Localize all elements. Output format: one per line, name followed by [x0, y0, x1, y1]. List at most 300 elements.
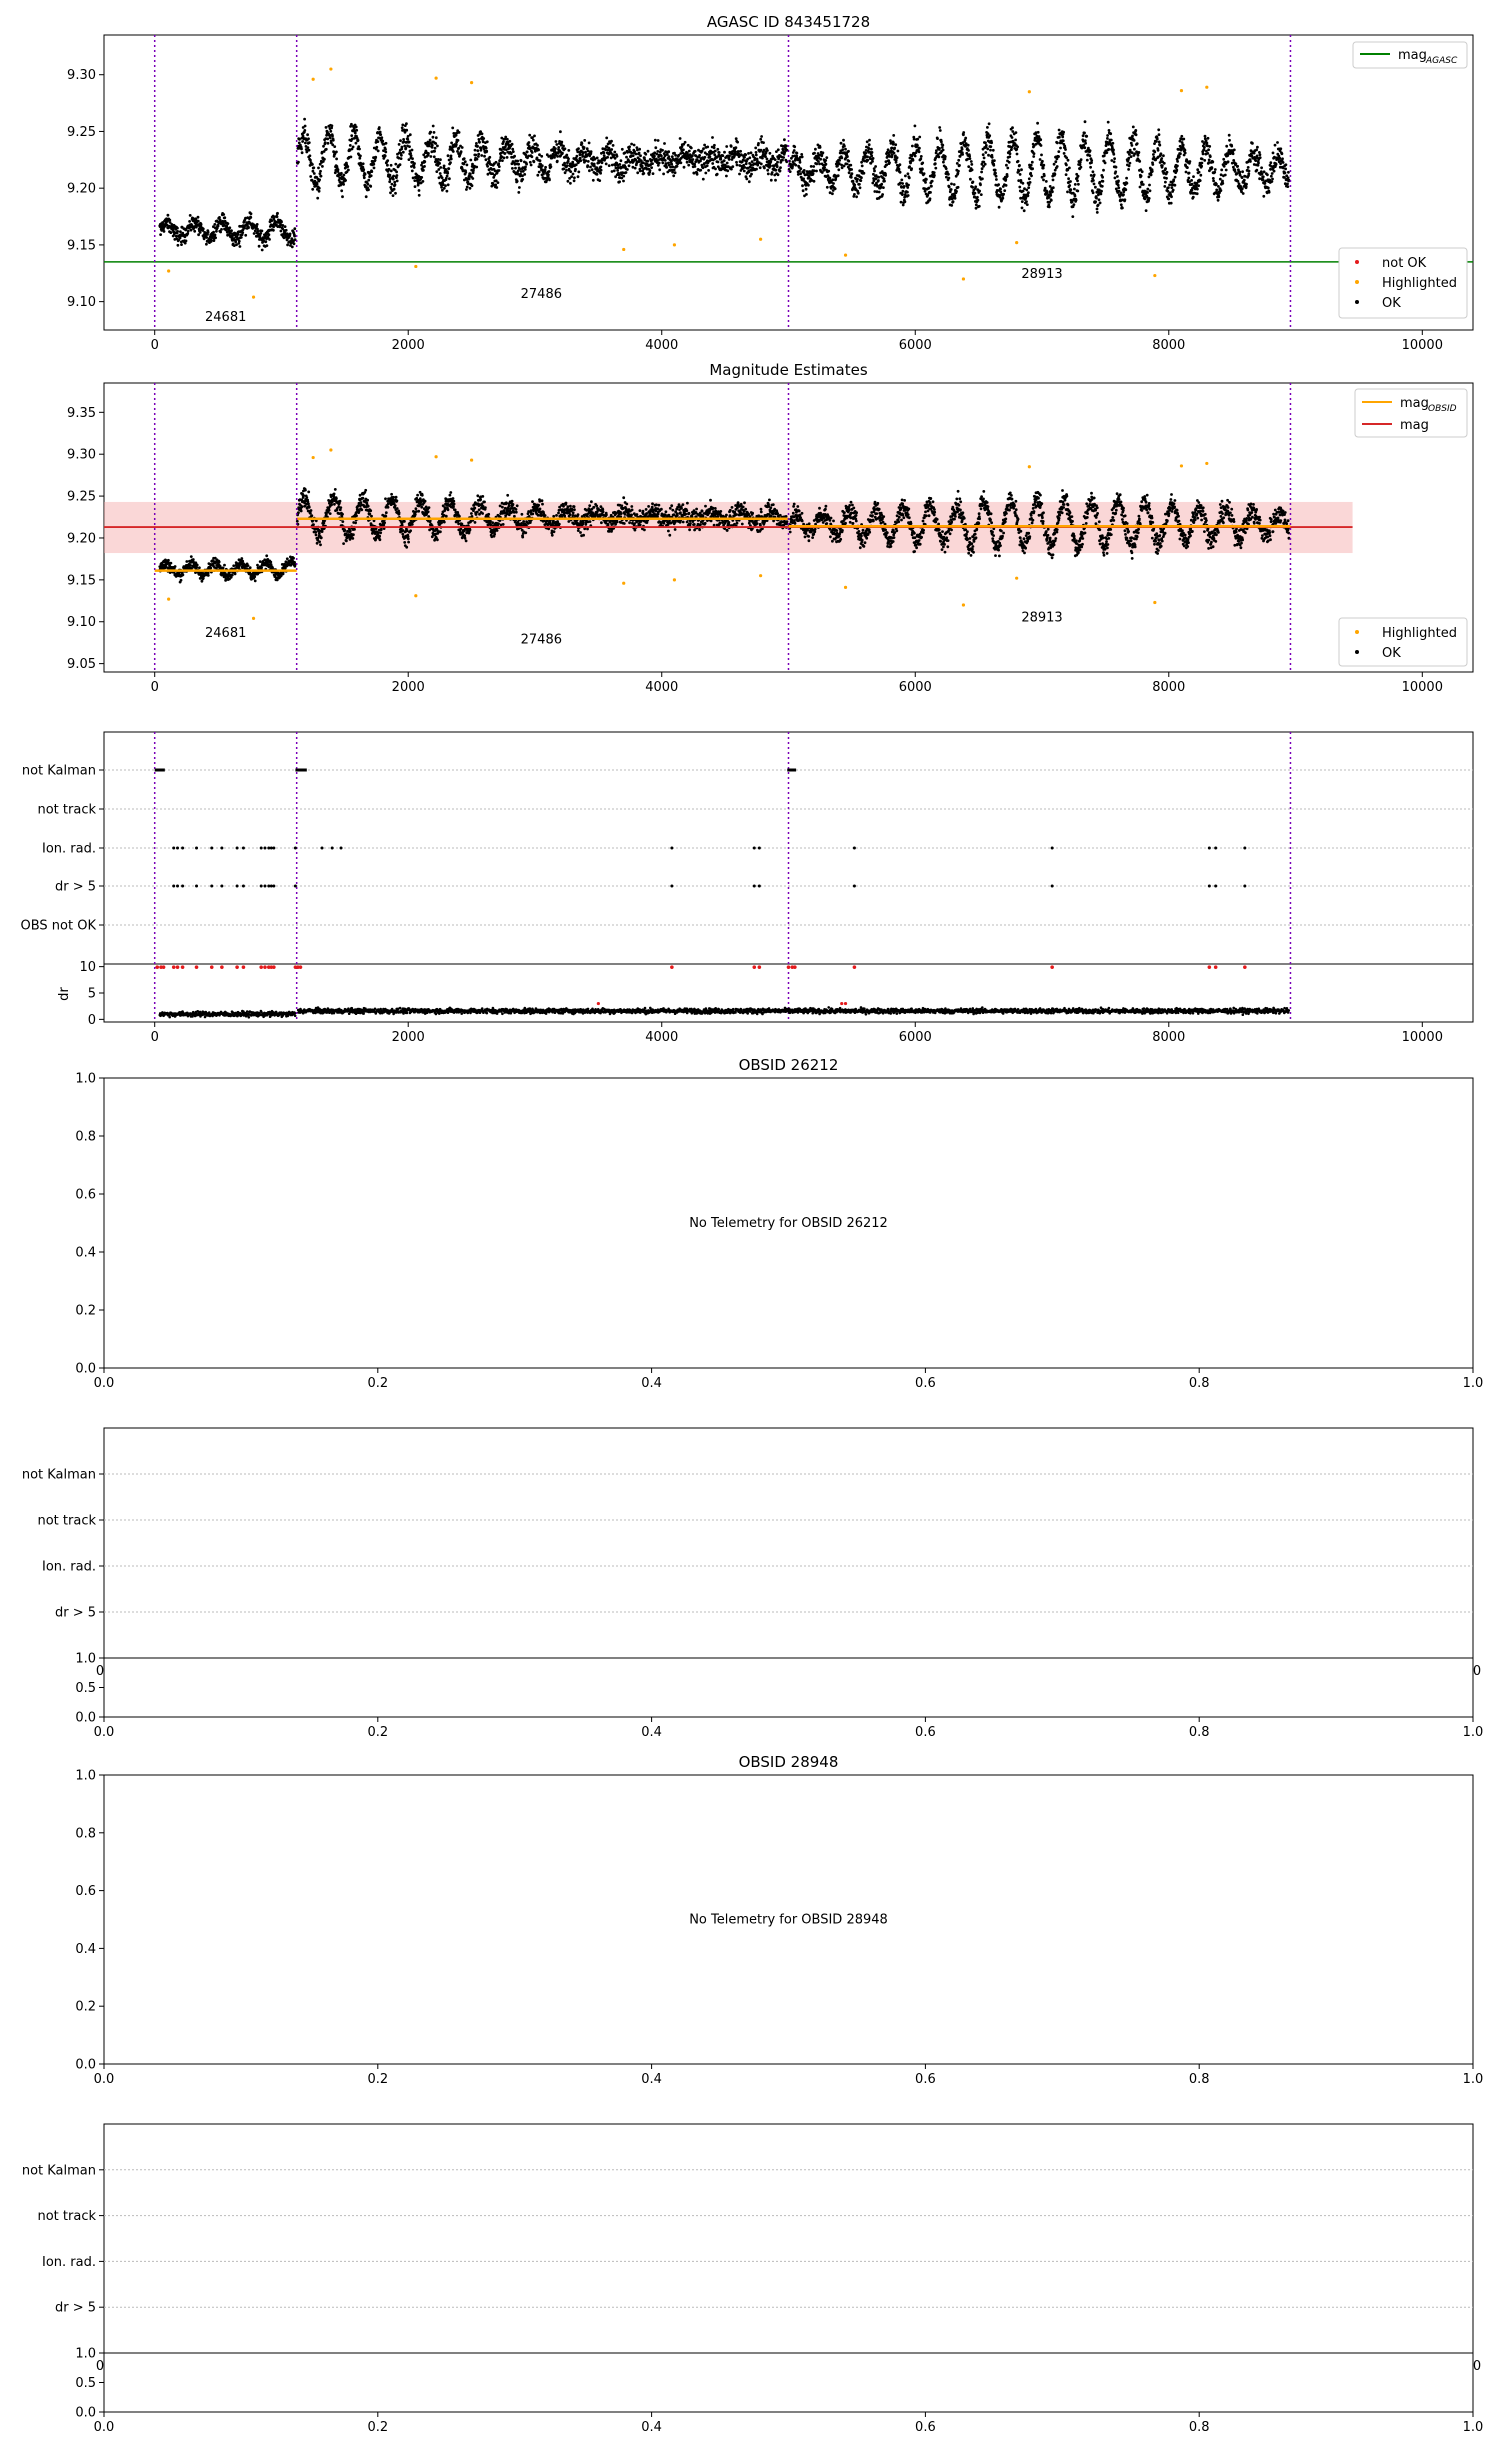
ok-point [475, 154, 478, 157]
ok-point [1083, 132, 1086, 135]
ok-point [311, 163, 314, 166]
ok-point [1074, 195, 1077, 198]
ok-point [573, 176, 576, 179]
ok-point [199, 231, 202, 234]
ok-point [1107, 121, 1110, 124]
ok-point [370, 174, 373, 177]
ok-point [924, 190, 927, 193]
ok-point [907, 172, 910, 175]
ok-point [801, 156, 804, 159]
ok-point [726, 162, 729, 165]
ok-point [1032, 155, 1035, 158]
ok-point [450, 158, 453, 161]
ok-point [676, 165, 679, 168]
ok-point [570, 175, 573, 178]
ok-point [953, 195, 956, 198]
ok-point [730, 168, 733, 171]
ok-point [533, 160, 536, 163]
ok-point [1121, 207, 1124, 210]
ok-point [469, 173, 472, 176]
ok-point [260, 566, 263, 569]
highlighted-point [1180, 89, 1183, 92]
ok-point [704, 156, 707, 159]
ok-point [616, 169, 619, 172]
ok-point [616, 155, 619, 158]
ok-point [1094, 186, 1097, 189]
y-tick-label: 9.20 [67, 181, 96, 197]
ok-point [567, 149, 570, 152]
ok-point [998, 206, 1001, 209]
ok-point [755, 151, 758, 154]
ok-point [390, 493, 393, 496]
ok-point [185, 240, 188, 243]
ok-point [1222, 158, 1225, 161]
ok-point [977, 199, 980, 202]
ok-point [1119, 195, 1122, 198]
ok-point [707, 169, 710, 172]
ok-point [999, 188, 1002, 191]
ok-point [217, 225, 220, 228]
ok-point [1076, 179, 1079, 182]
ok-point [556, 160, 559, 163]
ok-point [355, 129, 358, 132]
ok-point [612, 144, 615, 147]
ok-point [576, 155, 579, 158]
ok-point [264, 240, 267, 243]
ok-point [1098, 198, 1101, 201]
ok-point [1023, 209, 1026, 212]
ok-point [326, 138, 329, 141]
ok-point [974, 185, 977, 188]
ok-point [581, 142, 584, 145]
ok-point [1198, 171, 1201, 174]
legend-label: not OK [1382, 256, 1427, 271]
ok-point [352, 533, 355, 536]
ok-point [411, 149, 414, 152]
ok-point [335, 158, 338, 161]
ok-point [303, 129, 306, 132]
ok-point [284, 225, 287, 228]
ok-point [779, 166, 782, 169]
ok-point [1115, 166, 1118, 169]
ok-point [857, 192, 860, 195]
ok-point [750, 151, 753, 154]
ok-point [1018, 186, 1021, 189]
ok-point [799, 167, 802, 170]
ok-point [861, 165, 864, 168]
ok-point [877, 176, 880, 179]
ok-point [176, 230, 179, 233]
panel1-legend-bottom [1339, 248, 1467, 318]
ok-point [1049, 194, 1052, 197]
ok-point [398, 511, 401, 514]
ok-point [978, 190, 981, 193]
ok-point [981, 167, 984, 170]
highlighted-point [470, 81, 473, 84]
ok-point [1281, 157, 1284, 160]
ok-point [1276, 141, 1279, 144]
ok-point [583, 139, 586, 142]
ok-point [209, 567, 212, 570]
ok-point [824, 159, 827, 162]
ok-point [480, 149, 483, 152]
ok-point [837, 174, 840, 177]
ok-point [240, 236, 243, 239]
ok-point [984, 151, 987, 154]
ok-point [405, 546, 408, 549]
ok-point [1203, 146, 1206, 149]
ok-point [1030, 164, 1033, 167]
ok-point [908, 165, 911, 168]
ok-point [907, 194, 910, 197]
ok-point [411, 170, 414, 173]
ok-point [1211, 161, 1214, 164]
ok-point [485, 158, 488, 161]
ok-point [350, 134, 353, 137]
ok-point [736, 141, 739, 144]
ok-point [368, 513, 371, 516]
ok-point [945, 176, 948, 179]
ok-point [588, 142, 591, 145]
ok-point [407, 541, 410, 544]
ok-point [1186, 166, 1189, 169]
ok-point [1249, 160, 1252, 163]
highlighted-point [622, 248, 625, 251]
ok-point [982, 153, 985, 156]
ok-point [334, 488, 337, 491]
ok-point [434, 147, 437, 150]
ok-point [331, 135, 334, 138]
ok-point [1099, 202, 1102, 205]
ok-point [657, 139, 660, 142]
ok-point [1180, 135, 1183, 138]
ok-point [893, 147, 896, 150]
ok-point [443, 165, 446, 168]
ok-point [280, 230, 283, 233]
ok-point [390, 164, 393, 167]
ok-point [735, 146, 738, 149]
ok-point [401, 533, 404, 536]
ok-point [1253, 152, 1256, 155]
ok-point [976, 196, 979, 199]
ok-point [308, 506, 311, 509]
ok-point [333, 145, 336, 148]
ok-point [1172, 189, 1175, 192]
ok-point [766, 149, 769, 152]
ok-point [1059, 147, 1062, 150]
ok-point [971, 186, 974, 189]
ok-point [1215, 189, 1218, 192]
x-tick-label: 0 [150, 338, 159, 353]
ok-point [904, 175, 907, 178]
ok-point [757, 142, 760, 145]
ok-point [577, 171, 580, 174]
ok-point [769, 160, 772, 163]
ok-point [906, 186, 909, 189]
ok-point [1027, 194, 1030, 197]
ok-point [1079, 161, 1082, 164]
ok-point [396, 499, 399, 502]
ok-point [838, 162, 841, 165]
ok-point [494, 184, 497, 187]
ok-point [1040, 144, 1043, 147]
ok-point [930, 185, 933, 188]
ok-point [394, 183, 397, 186]
ok-point [407, 538, 410, 541]
ok-point [1273, 170, 1276, 173]
ok-point [537, 149, 540, 152]
ok-point [1100, 193, 1103, 196]
ok-point [591, 168, 594, 171]
ok-point [605, 137, 608, 140]
ok-point [662, 173, 665, 176]
ok-point [899, 163, 902, 166]
ok-point [323, 158, 326, 161]
ok-point [213, 223, 216, 226]
ok-point [241, 560, 244, 563]
ok-point [1255, 149, 1258, 152]
ok-point [190, 229, 193, 232]
ok-point [328, 509, 331, 512]
ok-point [884, 174, 887, 177]
ok-point [304, 489, 307, 492]
ok-point [802, 189, 805, 192]
ok-point [686, 161, 689, 164]
ok-point [530, 164, 533, 167]
ok-point [1068, 184, 1071, 187]
ok-point [341, 513, 344, 516]
ok-point [714, 150, 717, 153]
ok-point [1166, 171, 1169, 174]
ok-point [1212, 177, 1215, 180]
ok-point [1137, 154, 1140, 157]
ok-point [1003, 189, 1006, 192]
ok-point [625, 171, 628, 174]
ok-point [1208, 159, 1211, 162]
ok-point [485, 150, 488, 153]
ok-point [850, 168, 853, 171]
ok-point [760, 149, 763, 152]
ok-point [159, 233, 162, 236]
ok-point [498, 169, 501, 172]
ok-point [868, 139, 871, 142]
ok-point [850, 176, 853, 179]
ok-point [536, 174, 539, 177]
ok-point [1109, 132, 1112, 135]
ok-point [1203, 159, 1206, 162]
ok-point [340, 189, 343, 192]
legend-marker [1355, 280, 1359, 284]
ok-point [377, 150, 380, 153]
ok-point [1153, 142, 1156, 145]
ok-point [1015, 131, 1018, 134]
ok-point [575, 163, 578, 166]
ok-point [628, 148, 631, 151]
ok-point [304, 125, 307, 128]
ok-point [1008, 161, 1011, 164]
ok-point [1225, 169, 1228, 172]
ok-point [880, 183, 883, 186]
ok-point [357, 139, 360, 142]
ok-point [362, 497, 365, 500]
ok-point [632, 154, 635, 157]
ok-point [524, 166, 527, 169]
ok-point [307, 137, 310, 140]
ok-point [1052, 179, 1055, 182]
ok-point [1247, 172, 1250, 175]
ok-point [1217, 185, 1220, 188]
ok-point [335, 497, 338, 500]
ok-point [392, 496, 395, 499]
ok-point [464, 160, 467, 163]
ok-point [658, 162, 661, 165]
ok-point [1128, 165, 1131, 168]
ok-point [584, 159, 587, 162]
ok-point [1054, 160, 1057, 163]
ok-point [352, 146, 355, 149]
ok-point [647, 150, 650, 153]
ok-point [210, 239, 213, 242]
ok-point [1217, 199, 1220, 202]
ok-point [1074, 183, 1077, 186]
ok-point [1064, 148, 1067, 151]
ok-point [1151, 170, 1154, 173]
ok-point [964, 137, 967, 140]
ok-point [762, 141, 765, 144]
ok-point [342, 542, 345, 545]
ok-point [814, 148, 817, 151]
ok-point [782, 156, 785, 159]
ok-point [563, 162, 566, 165]
ok-point [192, 558, 195, 561]
ok-point [866, 155, 869, 158]
highlighted-point [962, 277, 965, 280]
ok-point [536, 144, 539, 147]
ok-point [314, 531, 317, 534]
ok-point [195, 566, 198, 569]
ok-point [231, 574, 234, 577]
ok-point [618, 163, 621, 166]
ok-point [703, 144, 706, 147]
ok-point [1080, 158, 1083, 161]
ok-point [706, 164, 709, 167]
ok-point [518, 168, 521, 171]
ok-point [601, 161, 604, 164]
ok-point [488, 156, 491, 159]
ok-point [921, 168, 924, 171]
ok-point [654, 139, 657, 142]
ok-point [1204, 135, 1207, 138]
ok-point [1201, 162, 1204, 165]
ok-point [495, 161, 498, 164]
ok-point [403, 520, 406, 523]
ok-point [986, 126, 989, 129]
ok-point [731, 165, 734, 168]
ok-point [1199, 174, 1202, 177]
ok-point [1073, 188, 1076, 191]
ok-point [511, 143, 514, 146]
ok-point [935, 149, 938, 152]
ok-point [709, 155, 712, 158]
ok-point [1161, 164, 1164, 167]
ok-point [562, 145, 565, 148]
ok-point [393, 188, 396, 191]
ok-point [375, 146, 378, 149]
ok-point [346, 165, 349, 168]
ok-point [1120, 203, 1123, 206]
ok-point [200, 223, 203, 226]
ok-point [285, 229, 288, 232]
ok-point [1258, 151, 1261, 154]
ok-point [988, 134, 991, 137]
ok-point [1233, 149, 1236, 152]
ok-point [668, 155, 671, 158]
ok-point [785, 160, 788, 163]
ok-point [538, 171, 541, 174]
ok-point [825, 156, 828, 159]
ok-point [895, 159, 898, 162]
ok-point [186, 232, 189, 235]
ok-point [1093, 174, 1096, 177]
ok-point [1065, 173, 1068, 176]
ok-point [671, 155, 674, 158]
ok-point [254, 580, 257, 583]
highlighted-point [1153, 274, 1156, 277]
ok-point [1221, 180, 1224, 183]
ok-point [1196, 188, 1199, 191]
ok-point [1241, 170, 1244, 173]
ok-point [405, 129, 408, 132]
ok-point [268, 233, 271, 236]
ok-point [409, 529, 412, 532]
ok-point [825, 163, 828, 166]
ok-point [918, 136, 921, 139]
ok-point [385, 511, 388, 514]
ok-point [163, 230, 166, 233]
ok-point [914, 155, 917, 158]
ok-point [468, 178, 471, 181]
ok-point [471, 184, 474, 187]
legend-label: Highlighted [1382, 276, 1457, 291]
ok-point [404, 147, 407, 150]
ok-point [1124, 198, 1127, 201]
ok-point [1184, 152, 1187, 155]
ok-point [202, 577, 205, 580]
ok-point [1033, 152, 1036, 155]
ok-point [383, 521, 386, 524]
ok-point [1045, 180, 1048, 183]
ok-point [349, 530, 352, 533]
ok-point [1063, 152, 1066, 155]
ok-point [1156, 138, 1159, 141]
ok-point [328, 134, 331, 137]
ok-point [474, 149, 477, 152]
ok-point [1158, 141, 1161, 144]
ok-point [386, 164, 389, 167]
ok-point [736, 164, 739, 167]
ok-point [1206, 142, 1209, 145]
ok-point [364, 173, 367, 176]
ok-point [855, 195, 858, 198]
ok-point [465, 188, 468, 191]
ok-point [1255, 169, 1258, 172]
ok-point [363, 176, 366, 179]
ok-point [843, 145, 846, 148]
highlighted-point [844, 254, 847, 257]
ok-point [984, 163, 987, 166]
ok-point [713, 144, 716, 147]
ok-point [910, 167, 913, 170]
